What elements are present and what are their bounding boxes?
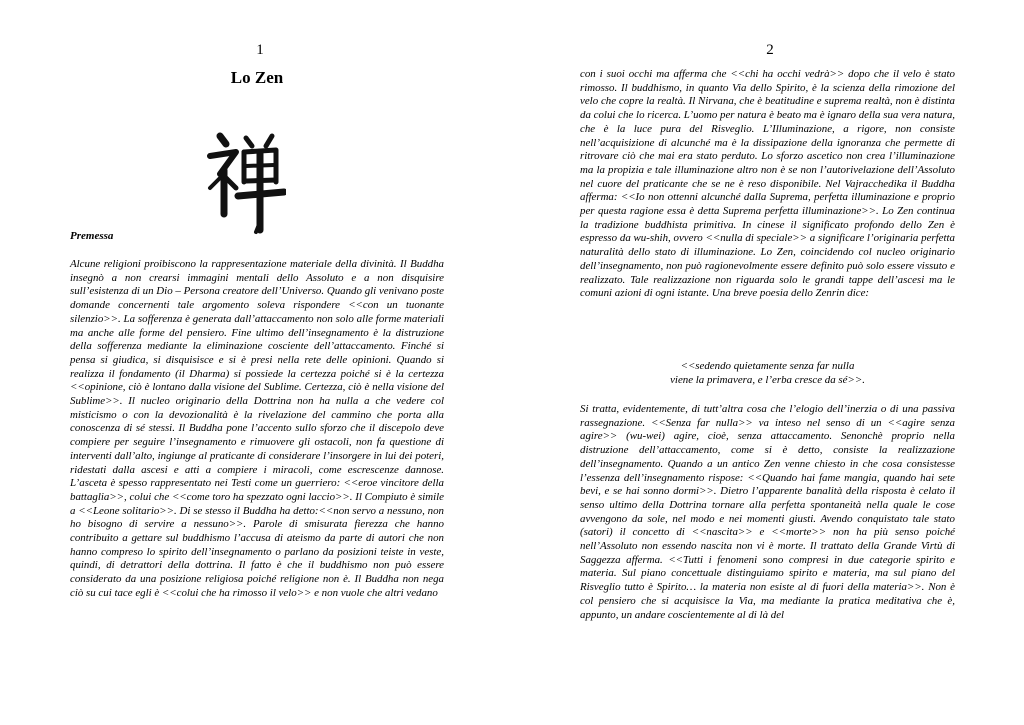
page-number: 2 [766,42,774,58]
body-text: con i suoi occhi ma afferma che <<chi ha occhi vedrà>> dopo che il velo è stato rimosso. Il buddhismo, in quanto Via dello Spirito, è la scienza della rimozione del velo che copre la realtà. Il Nirvana, che è beatitudine e suprema realtà, non è distinta da colui che lo ricerca. L’uomo per natura è beato ma è ignaro della sua vera natura, che è la luce pura del Risveglio. L’Illuminazione, a rigore, non consiste nell’acquisizione di alcunché ma è la dissipazione della ignoranza che permette di ritrovare ciò che mai era stato perduto. Lo sforzo ascetico non crea l’illuminazione ma la propizia e tale illuminazione altro non è se non l’autorivelazione dell’Assoluto nel cuore del praticante che se ne è reso disponibile. Nel Vajracchedika il Buddha afferma: <<Io non ottenni alcunché dalla Suprema, perfetta illuminazione e proprio per questa ragione essa è detta Suprema perfetta illuminazione>>. Lo Zen continua la tradizione buddhista primitiva. In cinese il significato profondo dello Zen è espresso da wu-shih, ovvero <<nulla di speciale>> a significare l’originaria perfetta naturalità dello stato di illuminazione. Lo Zen, coincidendo col nucleo originario dell’insegnamento, non può ragionevolmente essere definito può solo essere vissuto e realizzato. Tale realizzazione non riguarda solo le grandi tappe dell’ascesi ma le comuni azioni di ogni istante. Una breve poesia dello Zenrin dice: [580,68,955,300]
section-heading: Premessa [70,230,114,242]
body-text: Si tratta, evidentemente, di tutt’altra cosa che l’elogio dell’inerzia o di una passiva rassegnazione. <<Senza far nulla>> va inteso nel senso di un <<agire senza agire>> (wu-wei) agire, cioè, senza attaccamento. Senonchè proprio nella distruzione dell’attaccamento, come si è detto, consiste la realizzazione dell’insegnamento. Quando a un antico Zen venne chiesto in che cosa consistesse l’essenza dell’insegnamento rispose: <<Quando hai fame mangia, quando hai sete bevi, e se hai sonno dormi>>. Dietro l’apparente banalità della risposta è celato il senso ultimo della Dottrina tornare alla perfetta spontaneità nella quale le cose avvengono da sole, nel modo e nei momenti giusti. Avendo conquistato tale stato (satori) il concetto di <<nascita>> e <<morte>> non ha più senso poiché nell’Assoluto non essendo nascita non vi è morte. Il trattato della Grande Virtù di Saggezza afferma. <<Tutti i fenomeni sono compresi in due categorie spirito e materia. Sul piano concettuale distinguiamo spirito e materia, ma sul piano del Risveglio tutto è Spirito… la materia non esiste al di fuori della materia>>. Non è col pensiero che si acquisisce la Via, ma mediante la pratica meditativa che è, appunto, un andare coscientemente al di là del [580,403,955,621]
right-page [580,0,955,725]
zen-kanji-calligraphy [206,130,286,240]
page-title: Lo Zen [230,68,284,87]
poem-line: <<sedendo quietamente senza far nulla [680,360,855,372]
page-number: 1 [256,42,264,58]
poem-quote [580,360,955,387]
body-text: Alcune religioni proibiscono la rappresentazione materiale della divinità. Il Buddha insegnò a non crearsi immagini mentali dello Assoluto e a non disquisire sull’esistenza di un Dio – Persona creatore dell’Universo. Quando gli venivano poste domande concernenti tale argomento soleva rispondere <<con un tuonante silenzio>>. La sofferenza è generata dall’attaccamento non solo alle forme materiali ma anche alle forme del pensiero. Fine ultimo dell’insegnamento è la distruzione della sofferenza mediante la eliminazione cosciente dell’attaccamento. Finché si pensa si giudica, si disquisisce e si è presi nella rete delle opinioni. Quando si realizza il fondamento (il Dharma) si possiede la certezza poiché si è la certezza <<opinione, ciò è lontano dalla visione del Sublime. Certezza, ciò è nella visione del Sublime>>. Il nucleo originario della Dottrina non ha nulla a che vedere col misticismo o con la devozionalità è la rivelazione del cammino che porta alla conoscenza di sé stessi. Il Buddha pone l’accento sullo sforzo che il discepolo deve compiere per seguire l’insegnamento e rimuovere gli ostacoli, non fa questione di interventi dall’alto, ingiunge al praticante di considerare l’insorgere in lui dei poteri, ridestati dalla ascesi e atti a compiere i miracoli, come escrescenze dannose. L’asceta è spesso rappresentato nei Testi come un guerriero: <<eroe vincitore della battaglia>>, colui che <<come toro ha spezzato ogni laccio>>. Il Compiuto è simile a <<Leone solitario>>. Di se stesso il Buddha ha detto:<<non servo a nessuno, non ho bisogno di servire a nessuno>>. Parole di smisurata fierezza che hanno contribuito a gettare sul buddhismo l’accusa di ateismo da parte di autori che non hanno compreso lo spirito dell’insegnamento o parlano da posizioni teiste in veste, quindi, di detrattori della dottrina. Il fatto è che il buddhismo non può essere considerato da una posizione religiosa poiché religione non è. Il Buddha non nega ciò su cui tace egli è <<colui che ha rimosso il velo>> e non vuole che altri vedano [70,258,444,599]
zen-kanji-icon [206,130,286,235]
left-page [70,0,444,725]
poem-line: viene la primavera, e l’erba cresce da sé>>. [670,373,865,386]
